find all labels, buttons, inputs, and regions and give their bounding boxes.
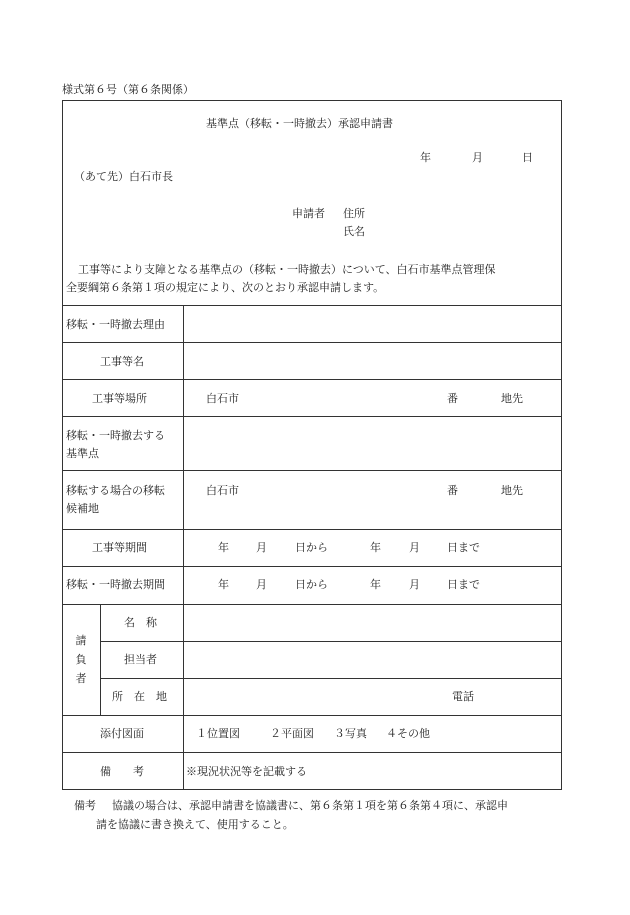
form-title: 基準点（移転・一時撤去）承認申請書 <box>206 117 393 130</box>
work-location-chisaki: 地先 <box>501 392 523 405</box>
candidate-label-1: 移転する場合の移転 <box>66 484 165 497</box>
intro-line-2: 全要綱第６条第１項の規定により、次のとおり承認申請します。 <box>66 281 385 294</box>
form-number: 様式第６号（第６条関係） <box>62 83 194 96</box>
contractor-name-label: 名 称 <box>124 616 157 629</box>
applicant-address-label: 住所 <box>343 207 365 220</box>
contractor-group-label <box>62 604 100 715</box>
work-period-month-to: 月 <box>409 541 420 554</box>
work-period-year-to: 年 <box>370 541 381 554</box>
date-year: 年 <box>420 151 431 164</box>
candidate-chisaki: 地先 <box>501 484 523 497</box>
removal-period-until: 日まで <box>447 578 480 591</box>
removal-period-month-from: 月 <box>256 578 267 591</box>
contractor-char: 負 <box>75 652 87 666</box>
contractor-char: 請 <box>75 633 87 647</box>
work-location-city: 白石市 <box>206 392 239 405</box>
remarks-label: 備 考 <box>100 765 144 778</box>
removal-period-year-from: 年 <box>218 578 229 591</box>
applicant-name-label: 氏名 <box>343 225 365 238</box>
attachments-label: 添付図面 <box>100 727 144 740</box>
contractor-address-label: 所 在 地 <box>112 690 167 703</box>
target-point-label-1: 移転・一時撤去する <box>66 429 165 442</box>
row-rule <box>62 416 562 417</box>
row-rule <box>100 678 562 679</box>
footnote-label: 備考 <box>74 799 96 812</box>
work-name-label: 工事等名 <box>100 355 144 368</box>
row-rule <box>62 470 562 471</box>
row-rule <box>62 604 562 605</box>
row-rule <box>62 379 562 380</box>
work-period-until: 日まで <box>447 541 480 554</box>
row-rule <box>62 715 562 716</box>
attachment-other: ４その他 <box>386 727 430 740</box>
removal-period-month-to: 月 <box>409 578 420 591</box>
removal-period-year-to: 年 <box>370 578 381 591</box>
application-form-frame <box>62 100 562 790</box>
date-day: 日 <box>522 151 533 164</box>
footnote-line-1: 協議の場合は、承認申請書を協議書に、第６条第１項を第６条第４項に、承認申 <box>112 799 508 812</box>
intro-line-1: 工事等により支障となる基準点の（移転・一時撤去）について、白石市基準点管理保 <box>78 263 496 276</box>
work-period-label: 工事等期間 <box>92 541 147 554</box>
applicant-label: 申請者 <box>292 207 325 220</box>
table-top-rule <box>62 305 562 306</box>
target-point-label-2: 基準点 <box>66 447 99 460</box>
row-rule <box>62 752 562 753</box>
work-period-year-from: 年 <box>218 541 229 554</box>
work-location-label: 工事等場所 <box>92 392 147 405</box>
footnote-line-2: 請を協議に書き換えて、使用すること。 <box>96 818 294 831</box>
contractor-phone-label: 電話 <box>452 690 474 703</box>
attachment-photo: ３写真 <box>334 727 367 740</box>
column-rule <box>183 305 184 790</box>
remarks-value: ※現況状況等を記載する <box>186 765 307 778</box>
reason-label: 移転・一時撤去理由 <box>66 318 165 331</box>
contractor-person-label: 担当者 <box>124 653 157 666</box>
attachment-plan: ２平面図 <box>270 727 314 740</box>
work-period-month-from: 月 <box>256 541 267 554</box>
candidate-ban: 番 <box>447 484 458 497</box>
row-rule <box>62 342 562 343</box>
row-rule <box>62 566 562 567</box>
row-rule <box>100 641 562 642</box>
candidate-city: 白石市 <box>206 484 239 497</box>
date-month: 月 <box>472 151 483 164</box>
attachment-location-map: １位置図 <box>196 727 240 740</box>
work-location-ban: 番 <box>447 392 458 405</box>
column-rule <box>100 604 101 715</box>
removal-period-from: 日から <box>295 578 328 591</box>
row-rule <box>62 529 562 530</box>
addressee: （あて先）白石市長 <box>74 170 173 183</box>
work-period-from: 日から <box>295 541 328 554</box>
contractor-char: 者 <box>75 672 87 686</box>
candidate-label-2: 候補地 <box>66 502 99 515</box>
removal-period-label: 移転・一時撤去期間 <box>66 578 165 591</box>
